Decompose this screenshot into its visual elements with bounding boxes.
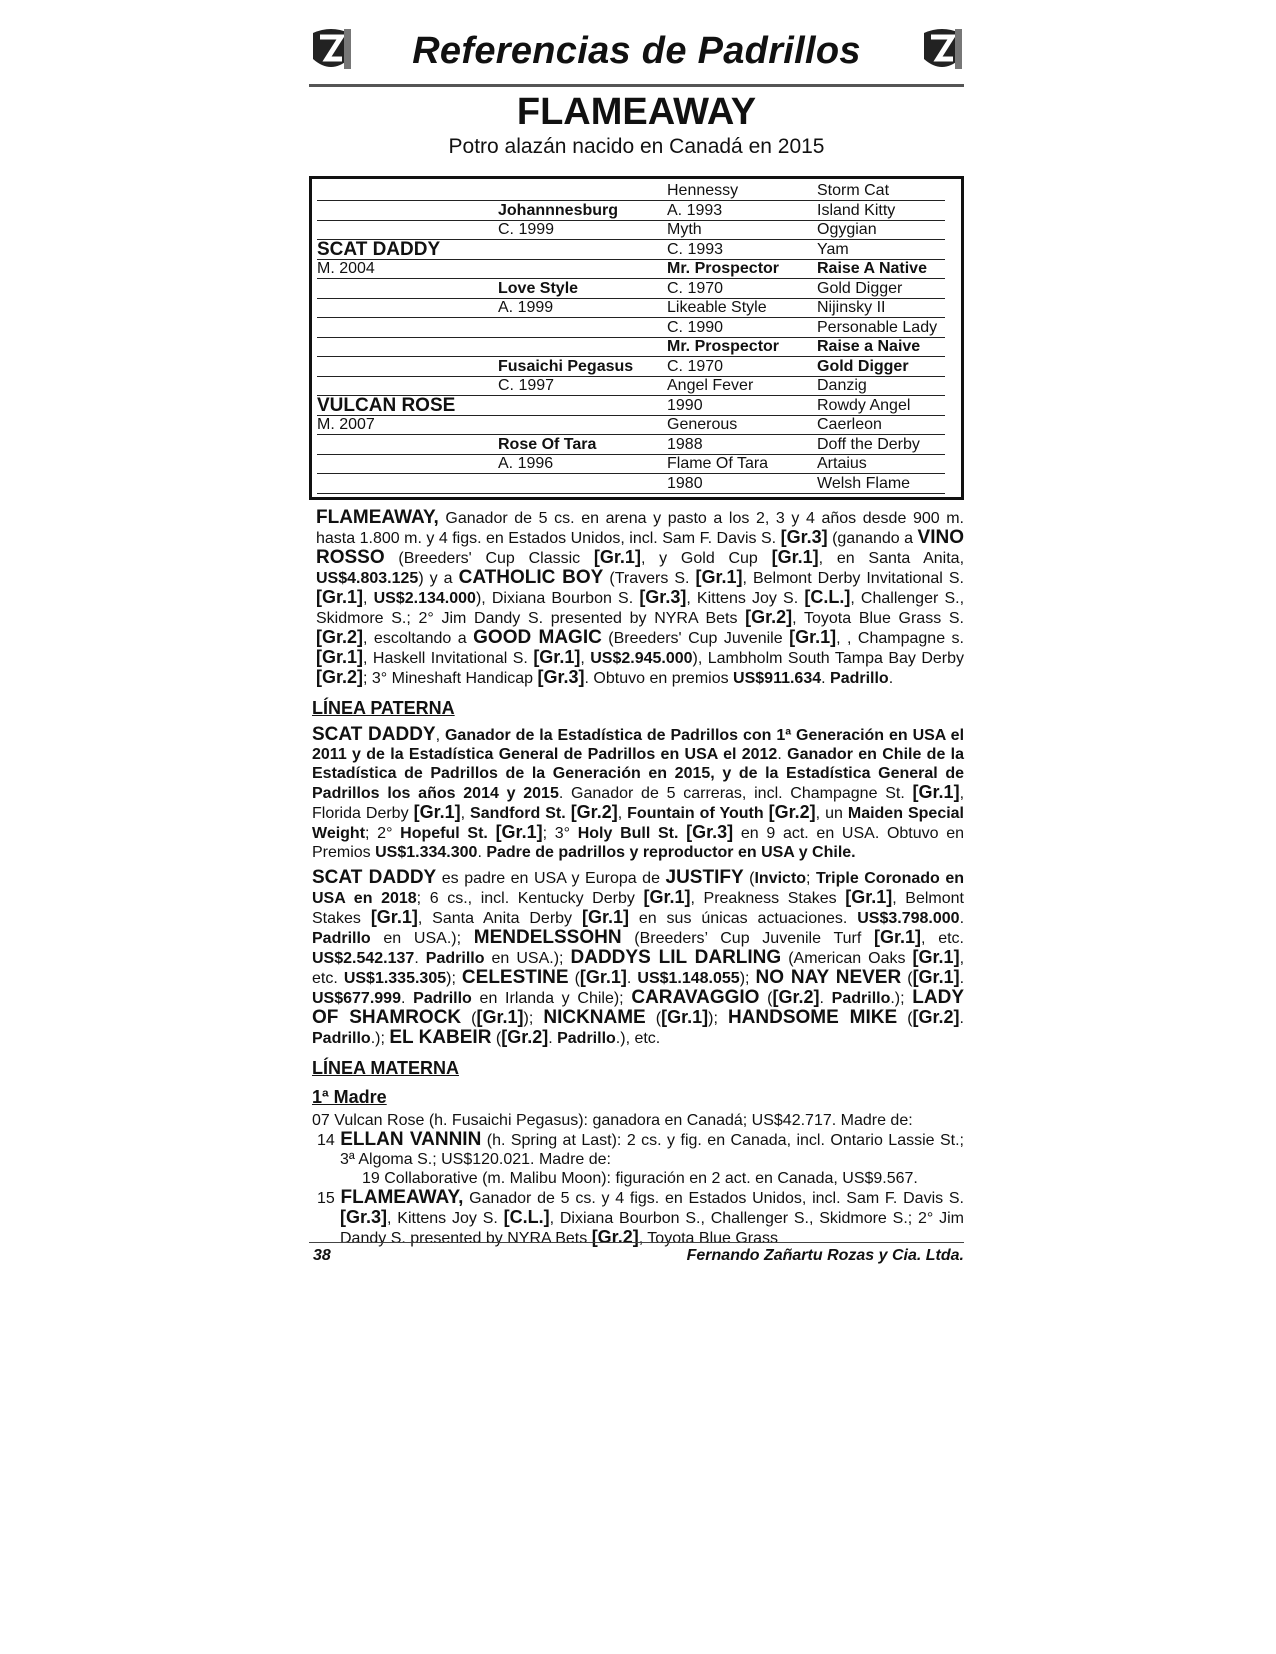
pedigree-cell: Hennessy (667, 182, 739, 199)
pedigree-cell: C. 1997 (498, 377, 555, 394)
pedigree-cell: Mr. Prospector (667, 260, 780, 277)
pedigree-cell: SCAT DADDY (317, 238, 441, 260)
pedigree-cell: Storm Cat (817, 182, 890, 199)
pedigree-cell: 1980 (667, 474, 703, 492)
pedigree-cell: Rowdy Angel (817, 396, 911, 414)
pedigree-cell: Johannnesburg (498, 201, 619, 219)
pedigree-row (317, 279, 945, 299)
pedigree-cell: Artaius (817, 455, 867, 472)
pedigree-cell: VULCAN ROSE (317, 394, 456, 416)
publisher-name: Fernando Zañartu Rozas y Cia. Ltda. (686, 1247, 964, 1264)
progeny-entry: 15 FLAMEAWAY, Ganador de 5 cs. y 4 figs. en Estados Unidos, incl. Sam F. Davis S. [Gr.3], Kittens Joy S. [C.L.], Dixiana Bourbon S., Challenger S., Skidmore S.; 2° Jim Dandy S. presented by NYRA Bets [Gr.2], Toyota Blue Grass (317, 1187, 964, 1247)
pedigree-cell: C. 1990 (667, 318, 724, 336)
page (309, 22, 964, 1248)
pedigree-cell: A. 1999 (498, 299, 554, 316)
race-record-paragraph: FLAMEAWAY, Ganador de 5 cs. en arena y pasto a los 2, 3 y 4 años desde 900 m. hasta 1.800 m. y 4 figs. en Estados Unidos, incl. Sam F. Davis S. [Gr.3] (ganando a VINO ROSSO (Breeders' Cup Classic [Gr.1], y Gold Cup [Gr.1], en Santa Anita, US$4.803.125) y a CATHOLIC BOY (Travers S. [Gr.1], Belmont Derby Invitational S. [Gr.1], US$2.134.000), Dixiana Bourbon S. [Gr.3], Kittens Joy S. [C.L.], Challenger S., Skidmore S.; 2° Jim Dandy S. presented by NYRA Bets [Gr.2], Toyota Blue Grass S. [Gr.2], escoltando a GOOD MAGIC (Breeders' Cup Juvenile [Gr.1], , Champagne s. [Gr.1], Haskell Invitational S. [Gr.1], US$2.945.000), Lambholm South Tampa Bay Derby [Gr.2]; 3° Mineshaft Handicap [Gr.3]. Obtuvo en premios US$911.634. Padrillo. (316, 507, 965, 687)
page-number: 38 (313, 1247, 331, 1264)
sire-paragraph: SCAT DADDY, Ganador de la Estadística de Padrillos con 1ª Generación en USA el 2011 y de la Estadística General de Padrillos en USA el 2012. Ganador en Chile de la Estadística de Padrillos de la Generación en 2015, y de la Estadística General de Padrillos los años 2014 y 2015. Ganador de 5 carreras, incl. Champagne St. [Gr.1], Florida Derby [Gr.1], Sandford St. [Gr.2], Fountain of Youth [Gr.2], un Maiden Special Weight; 2° Hopeful St. [Gr.1]; 3° Holy Bull St. [Gr.3] en 9 act. en USA. Obtuvo en Premios US$1.334.300. Padre de padrillos y reproductor en USA y Chile. (312, 724, 965, 861)
pedigree-cell: C. 1970 (667, 279, 724, 297)
pedigree-cell: Island Kitty (817, 201, 896, 219)
pedigree-cell: Rose Of Tara (498, 435, 597, 453)
pedigree-cell: Generous (667, 416, 738, 433)
pedigree-cell: C. 1999 (498, 221, 555, 238)
pedigree-row (317, 318, 945, 338)
pedigree-cell: Love Style (498, 279, 579, 297)
page-header (309, 22, 964, 82)
pedigree-cell: Raise A Native (817, 260, 927, 277)
pedigree-cell: Personable Lady (817, 318, 938, 336)
pedigree-cell: Doff the Derby (817, 435, 920, 453)
pedigree-row (317, 259, 945, 279)
pedigree-row (317, 415, 945, 435)
pedigree-cell: A. 1993 (667, 201, 723, 219)
pedigree-row (317, 181, 945, 201)
pedigree-cell: Welsh Flame (817, 474, 911, 492)
pedigree-cell: M. 2007 (317, 416, 375, 433)
pedigree-row (317, 201, 945, 221)
pedigree-cell: Raise a Naive (817, 338, 921, 355)
header-rule (309, 84, 964, 87)
pedigree-row (317, 220, 945, 240)
page-footer (309, 1242, 964, 1264)
first-dam-heading: 1ª Madre (312, 1087, 387, 1107)
pedigree-table (309, 176, 964, 500)
pedigree-cell: A. 1996 (498, 455, 554, 472)
pedigree-cell: Fusaichi Pegasus (498, 357, 634, 375)
pedigree-row (317, 240, 945, 260)
pedigree-row (317, 298, 945, 318)
pedigree-cell: Nijinsky II (817, 299, 886, 316)
pedigree-cell: Likeable Style (667, 299, 767, 316)
pedigree-cell: M. 2004 (317, 260, 375, 277)
pedigree-cell: C. 1993 (667, 240, 724, 258)
pedigree-cell: Gold Digger (817, 357, 909, 375)
pedigree-cell: Ogygian (817, 221, 877, 238)
grandprogeny-entry: 19 Collaborative (m. Malibu Moon): figuración en 2 act. en Canada, US$9.567. (362, 1170, 918, 1187)
pedigree-cell: Gold Digger (817, 279, 903, 297)
pedigree-cell: 1990 (667, 396, 703, 414)
dam-entry: 07 Vulcan Rose (h. Fusaichi Pegasus): ganadora en Canadá; US$42.717. Madre de: (312, 1112, 913, 1129)
horse-description: Potro alazán nacido en Canadá en 2015 (448, 135, 825, 158)
pedigree-row (317, 454, 945, 474)
pedigree-cell: C. 1970 (667, 357, 724, 375)
pedigree-row (317, 474, 945, 494)
pedigree-row (317, 337, 945, 357)
pedigree-cell: Danzig (817, 377, 867, 394)
pedigree-row (317, 376, 945, 396)
horse-name: FLAMEAWAY (516, 91, 757, 133)
pedigree-cell: Myth (667, 221, 702, 238)
pedigree-cell: Caerleon (817, 416, 882, 433)
progeny-entry: 14 ELLAN VANNIN (h. Spring at Last): 2 cs. y fig. en Canada, incl. Ontario Lassie St.; 3ª Algoma S.; US$120.021. Madre de: (317, 1129, 964, 1168)
pedigree-cell: Mr. Prospector (667, 338, 780, 355)
pedigree-cell: 1988 (667, 435, 703, 453)
pedigree-row (317, 435, 945, 455)
brand-logo-icon (920, 25, 964, 75)
pedigree-cell: Angel Fever (667, 377, 754, 394)
pedigree-row (317, 396, 945, 416)
maternal-line-heading: LÍNEA MATERNA (312, 1058, 459, 1078)
pedigree-cell: Yam (817, 240, 849, 258)
pedigree-cell: Flame Of Tara (667, 455, 769, 472)
pedigree-row (317, 357, 945, 377)
page-title: Referencias de Padrillos (412, 30, 861, 72)
paternal-line-heading: LÍNEA PATERNA (312, 698, 455, 718)
sire-progeny-paragraph: SCAT DADDY es padre en USA y Europa de JUSTIFY (Invicto; Triple Coronado en USA en 2018; 6 cs., incl. Kentucky Derby [Gr.1], Preakness Stakes [Gr.1], Belmont Stakes [Gr.1], Santa Anita Derby [Gr.1] en sus únicas actuaciones. US$3.798.000. Padrillo en USA.); MENDELSSOHN (Breeders’ Cup Juvenile Turf [Gr.1], etc. US$2.542.137. Padrillo en USA.); DADDYS LIL DARLING (American Oaks [Gr.1], etc. US$1.335.305); CELESTINE ([Gr.1]. US$1.148.055); NO NAY NEVER ([Gr.1]. US$677.999. Padrillo en Irlanda y Chile); CARAVAGGIO ([Gr.2]. Padrillo.); LADY OF SHAMROCK ([Gr.1]); NICKNAME ([Gr.1]); HANDSOME MIKE ([Gr.2]. Padrillo.); EL KABEIR ([Gr.2]. Padrillo.), etc. (312, 867, 965, 1048)
